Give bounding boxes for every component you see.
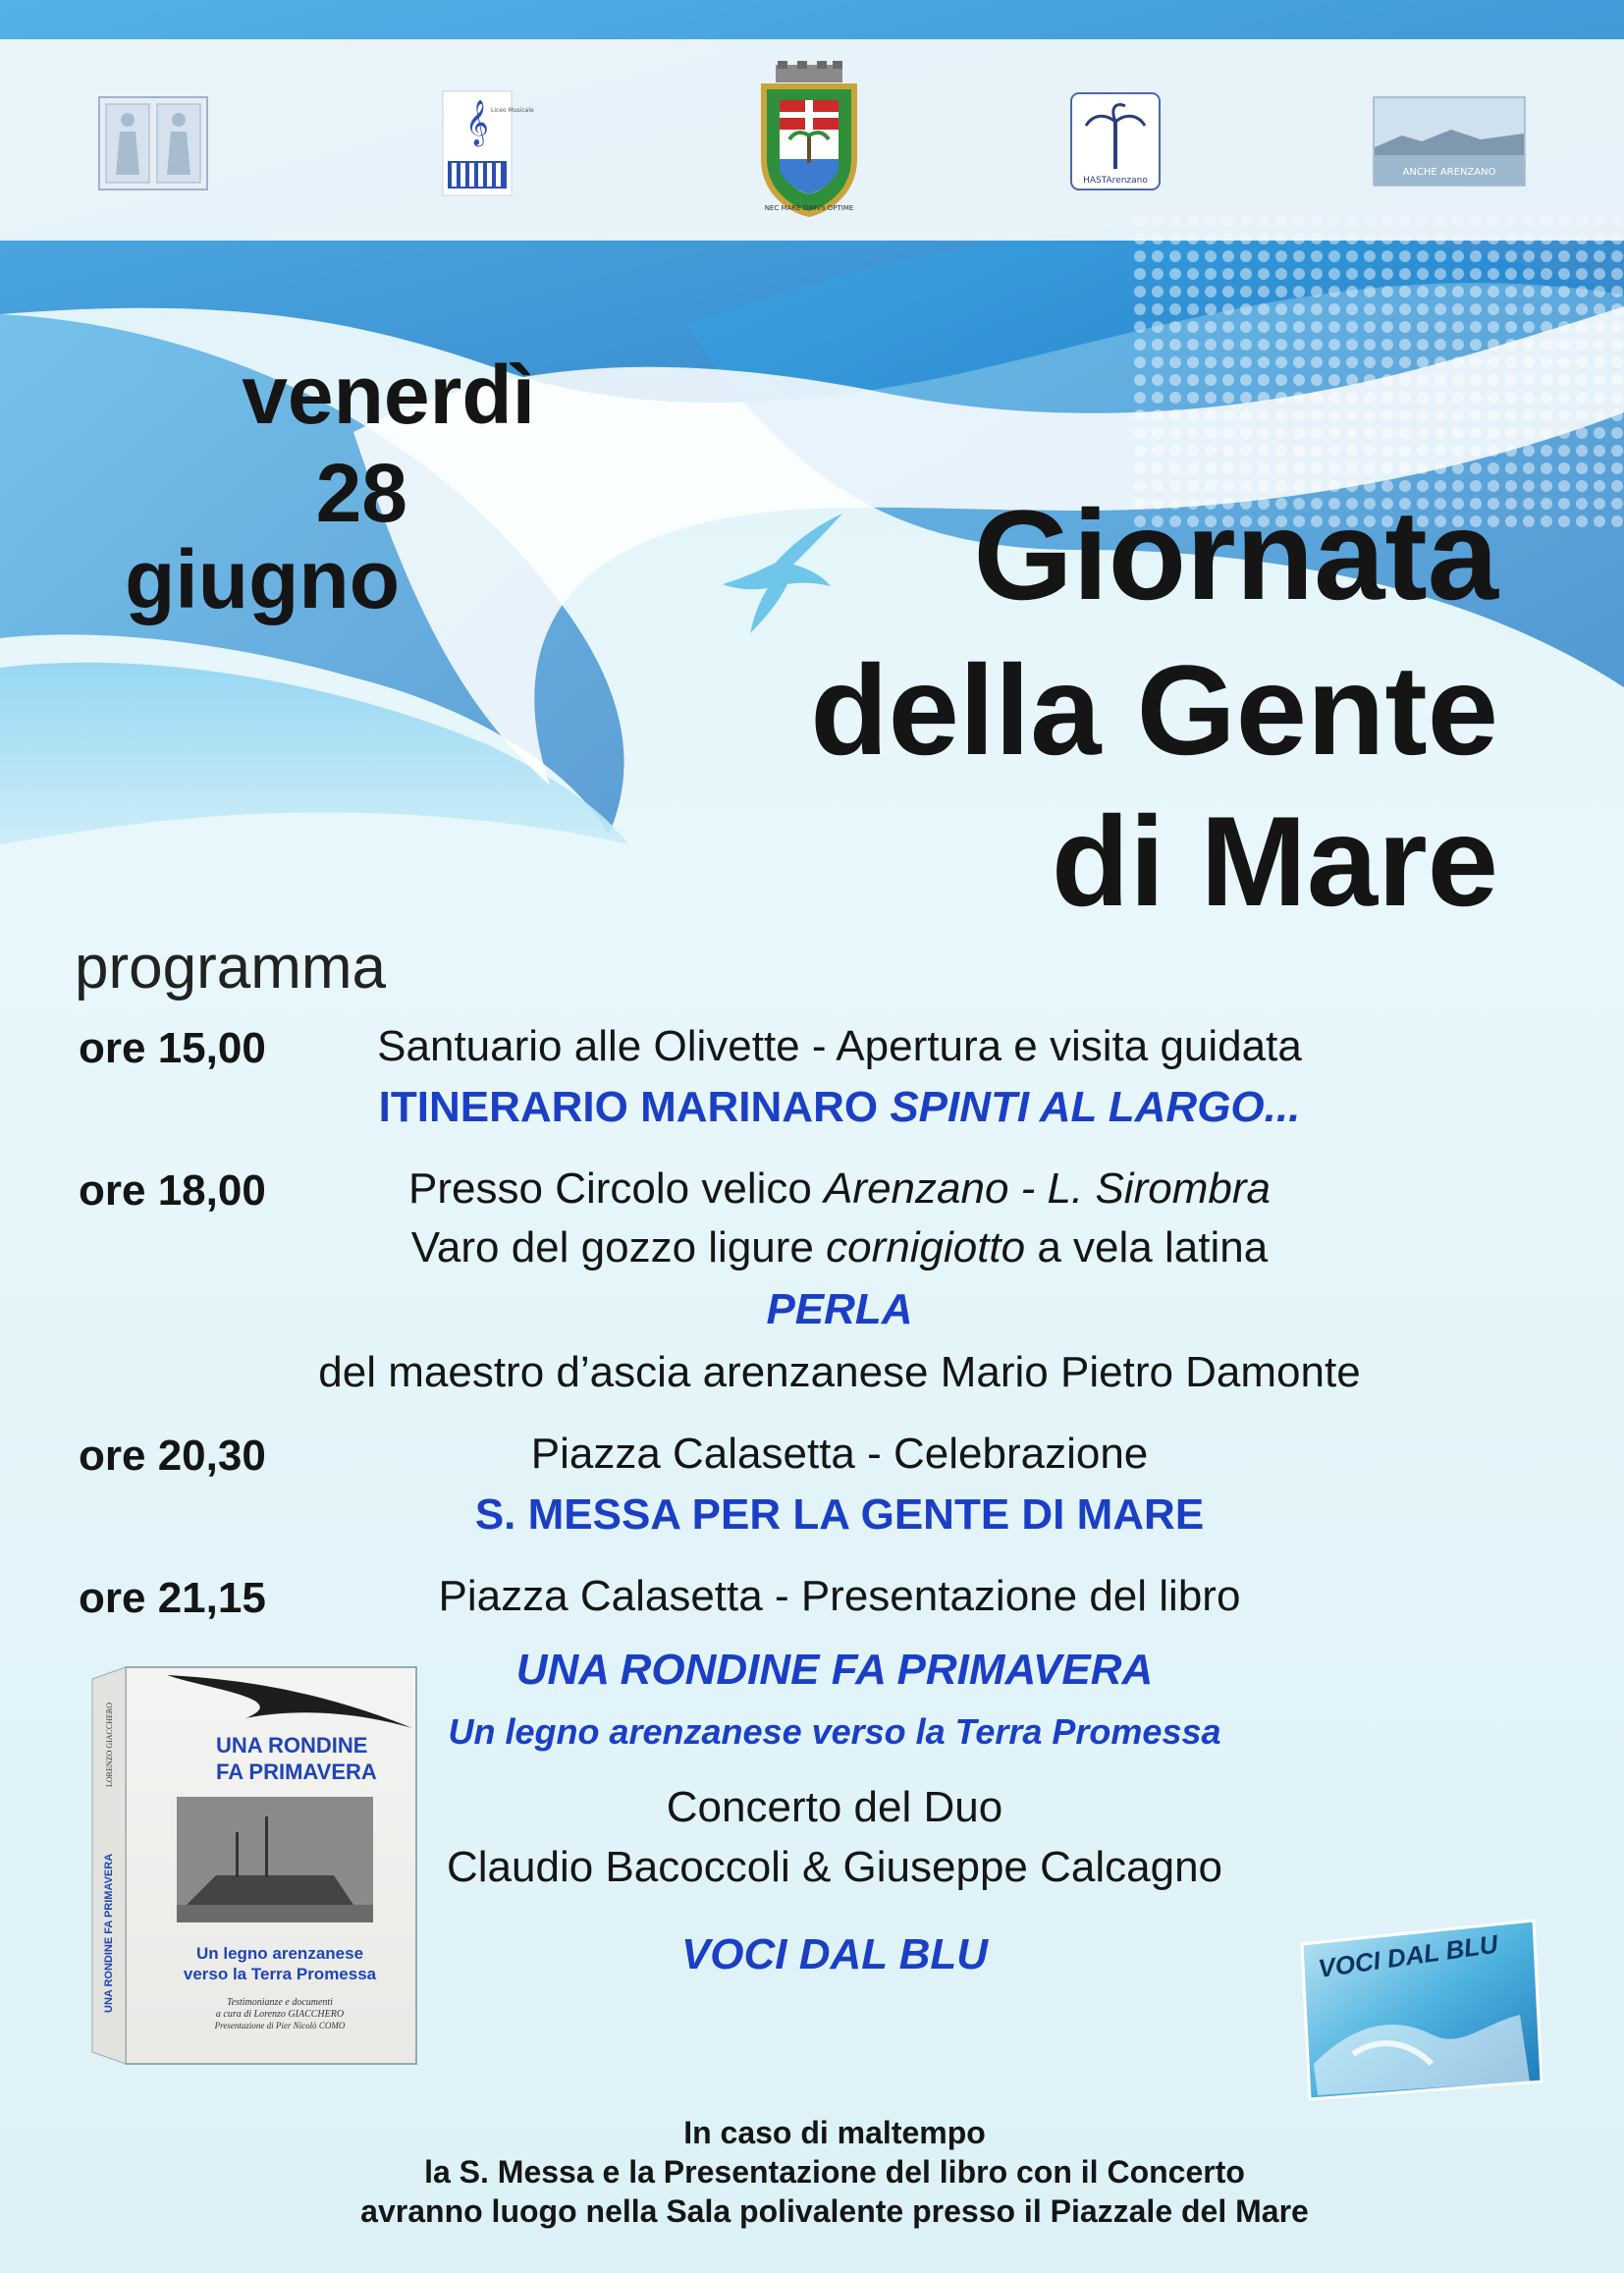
svg-text:verso la Terra Promessa: verso la Terra Promessa — [183, 1965, 377, 1983]
event-4-line-1: Piazza Calasetta - Presentazione del libro — [438, 1572, 1241, 1620]
svg-text:Un legno arenzanese: Un legno arenzanese — [195, 1944, 364, 1963]
book-cover — [88, 1659, 422, 2077]
event-title-line-1: Giornata — [973, 483, 1498, 626]
svg-text:a cura di Lorenzo GIACCHERO: a cura di Lorenzo GIACCHERO — [215, 2009, 345, 2020]
event-2-sail-text: a vela latina — [1025, 1223, 1269, 1272]
event-1-itinerary: ITINERARIO MARINARO — [378, 1083, 891, 1131]
event-4-book-subtitle: Un legno arenzanese verso la Terra Promessa — [448, 1711, 1221, 1752]
event-2-venue: Presso Circolo velico — [408, 1164, 825, 1213]
event-4-time: ore 21,15 — [79, 1574, 266, 1622]
date-day: venerdì — [242, 349, 535, 441]
svg-text:Liceo Musicale: Liceo Musicale — [491, 107, 534, 114]
event-4-concert: Concerto del Duo — [666, 1783, 1003, 1831]
event-4-concert-title: VOCI DAL BLU — [680, 1930, 989, 1978]
event-1-line-1: Santuario alle Olivette - Apertura e visita guidata — [377, 1022, 1302, 1070]
event-2-time: ore 18,00 — [79, 1166, 266, 1215]
event-4-performers: Claudio Bacoccoli & Giuseppe Calcagno — [446, 1843, 1223, 1891]
svg-text:Testimonianze e documenti: Testimonianze e documenti — [227, 1997, 333, 2008]
event-title-line-2: della Gente — [810, 638, 1498, 782]
svg-text:FA PRIMAVERA: FA PRIMAVERA — [216, 1759, 377, 1784]
event-3-line-1: Piazza Calasetta - Celebrazione — [530, 1430, 1149, 1478]
saints-icon — [98, 96, 208, 195]
weather-note-line-1: In caso di maltempo — [683, 2115, 986, 2150]
seafront-photo-icon — [1373, 96, 1526, 191]
svg-text:NEC MARE DIMVS OPTIME: NEC MARE DIMVS OPTIME — [764, 204, 854, 212]
svg-text:𝄞: 𝄞 — [465, 100, 489, 145]
event-3-time: ore 20,30 — [79, 1432, 266, 1480]
event-2-line-4: del maestro d’ascia arenzanese Mario Pietro Damonte — [318, 1348, 1361, 1396]
city-crest-icon — [746, 61, 872, 229]
program-label: programma — [75, 934, 386, 1001]
weather-note-line-3: avranno luogo nella Sala polivalente presso il Piazzale del Mare — [360, 2193, 1309, 2229]
event-1-time: ore 15,00 — [79, 1024, 266, 1072]
svg-text:Presentazione di Pier Nicolò C: Presentazione di Pier Nicolò COMO — [214, 2021, 346, 2030]
event-title-line-3: di Mare — [1051, 789, 1498, 933]
svg-text:UNA RONDINE: UNA RONDINE — [216, 1733, 368, 1758]
svg-text:LORENZO GIACCHERO: LORENZO GIACCHERO — [105, 1703, 114, 1787]
svg-text:HASTArenzano: HASTArenzano — [1083, 176, 1148, 186]
event-4-book-title: UNA RONDINE FA PRIMAVERA — [515, 1646, 1154, 1694]
music-school-icon — [442, 90, 534, 201]
event-1-line-2 — [187, 1082, 1492, 1134]
event-2-launch-text: Varo del gozzo ligure — [410, 1223, 827, 1272]
weather-note-line-2: la S. Messa e la Presentazione del libro con il Concerto — [424, 2154, 1245, 2190]
event-2-line-2 — [187, 1222, 1492, 1274]
event-2-boat-type: cornigiotto — [826, 1223, 1026, 1272]
event-1-itinerary-name: SPINTI AL LARGO... — [890, 1083, 1301, 1131]
event-2-venue-name: Arenzano - L. Sirombra — [824, 1164, 1271, 1213]
hasta-arenzano-icon — [1070, 92, 1161, 195]
date-number: 28 — [315, 447, 407, 539]
cd-cover — [1294, 1917, 1549, 2108]
date-month: giugno — [125, 533, 400, 625]
svg-text:VOCI DAL BLU: VOCI DAL BLU — [1316, 1928, 1500, 1983]
svg-text:ANCHE ARENZANO: ANCHE ARENZANO — [1402, 167, 1496, 178]
event-3-mass: S. MESSA PER LA GENTE DI MARE — [474, 1490, 1205, 1539]
svg-text:UNA RONDINE FA PRIMAVERA: UNA RONDINE FA PRIMAVERA — [103, 1853, 115, 2013]
event-2-line-1 — [187, 1164, 1492, 1216]
event-2-boat-name: PERLA — [766, 1285, 913, 1333]
